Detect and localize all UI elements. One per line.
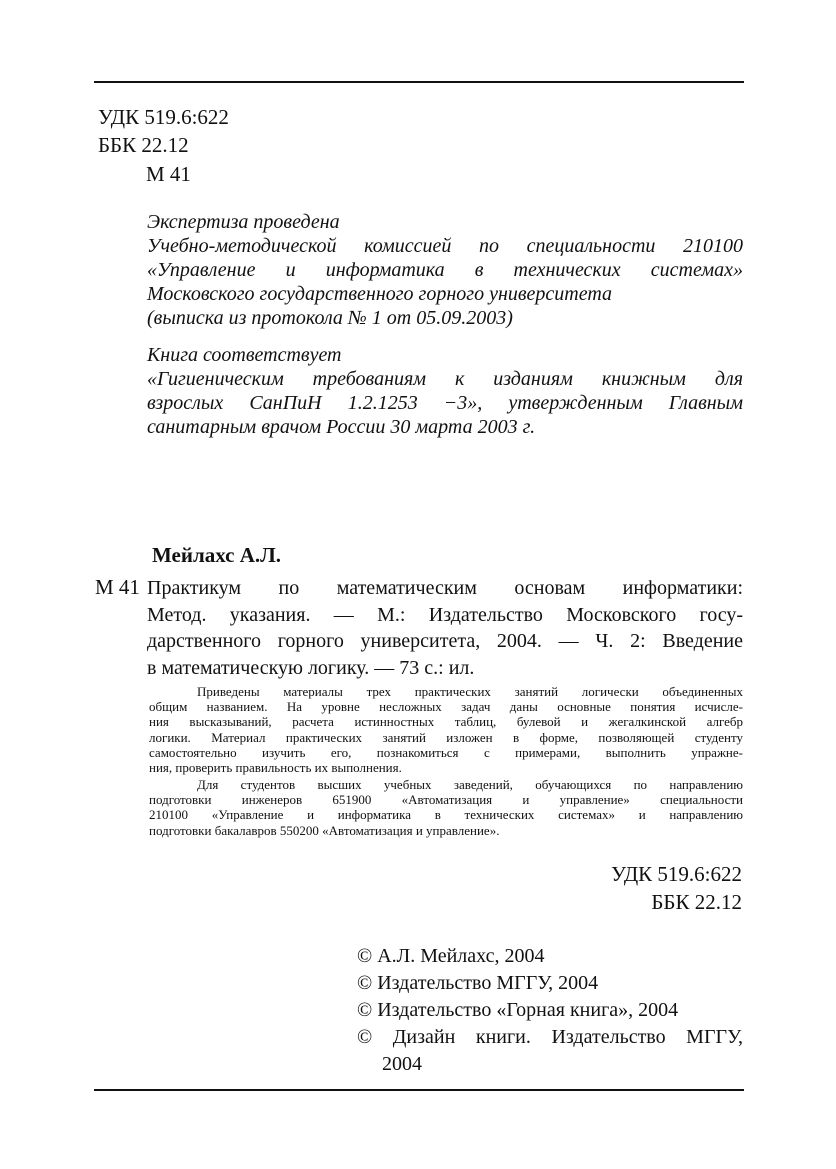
expertise-line: «Управление и информатика в технических системах» (147, 259, 743, 281)
expertise-line: (выписка из протокола № 1 от 05.09.2003) (147, 307, 513, 329)
copyright-line: © Издательство «Горная книга», 2004 (357, 999, 679, 1021)
biblio-line: Практикум по математическим основам информатики: (147, 577, 743, 599)
expertise-line: Московского государственного горного университета (147, 283, 613, 305)
expertise-line: Экспертиза проведена (147, 211, 340, 233)
copyright-block (357, 943, 743, 1078)
annotation-line: логики. Материал практических занятий изложен в форме, позволяющей студенту (149, 729, 743, 745)
biblio-mark: М 41 (95, 575, 140, 599)
author-name: Мейлахс А.Л. (152, 543, 282, 567)
expertise-block (147, 210, 743, 330)
compliance-line: «Гигиеническим требованиям к изданиям книжным для (147, 368, 743, 390)
annotation-line: Приведены материалы трех практических занятий логически объединенных (197, 684, 743, 699)
copyright-line: © Дизайн книги. Издательство МГГУ, (357, 1026, 743, 1048)
compliance-line: Книга соответствует (147, 344, 342, 366)
annotation-line: Для студентов высших учебных заведений, обучающихся по направлению (197, 777, 743, 792)
bottom-rule (94, 1089, 744, 1091)
copyright-line: 2004 (382, 1053, 422, 1075)
footer-udk-code: УДК 519.6:622 (611, 862, 742, 886)
annotation-line: самостоятельно изучить его, познакомиться с примерами, выполнить упражне- (149, 744, 743, 760)
expertise-line: Учебно-методической комиссией по специальности 210100 (147, 235, 743, 257)
annotation-paragraph-2 (149, 777, 743, 838)
annotation-line: подготовки бакалавров 550200 «Автоматизация и управление». (149, 822, 500, 838)
biblio-line: в математическую логику. — 73 с.: ил. (147, 656, 475, 679)
annotation-line: общим названием. На уровне несложных задач даны основные понятия исчисле- (149, 699, 743, 715)
annotation-line: ния, проверить правильность их выполнения. (149, 759, 402, 775)
annotation-line: подготовки инженеров 651900 «Автоматизация и управление» специальности (149, 792, 743, 808)
biblio-line: дарственного горного университета, 2004. — Ч. 2: Введение (147, 630, 743, 652)
annotation-paragraph-1 (149, 684, 743, 775)
udk-code: УДК 519.6:622 (98, 105, 229, 129)
footer-bbk-code: ББК 22.12 (651, 890, 742, 914)
bbk-code: ББК 22.12 (98, 133, 189, 157)
annotation-line: 210100 «Управление и информатика в технических системах» и направлению (149, 807, 743, 823)
copyright-line: © А.Л. Мейлахс, 2004 (357, 945, 545, 967)
biblio-line: Метод. указания. — М.: Издательство Московского госу- (147, 603, 743, 626)
author-mark: М 41 (146, 162, 191, 186)
compliance-block (147, 343, 743, 439)
annotation-line: ния высказываний, расчета истинностных таблиц, булевой и жегалкинской алгебр (149, 714, 743, 730)
biblio-description (147, 575, 743, 681)
compliance-line: санитарным врачом России 30 марта 2003 г. (147, 416, 536, 438)
copyright-line: © Издательство МГГУ, 2004 (357, 972, 599, 994)
top-rule (94, 81, 744, 83)
compliance-line: взрослых СанПиН 1.2.1253 −3», утвержденным Главным (147, 392, 743, 414)
